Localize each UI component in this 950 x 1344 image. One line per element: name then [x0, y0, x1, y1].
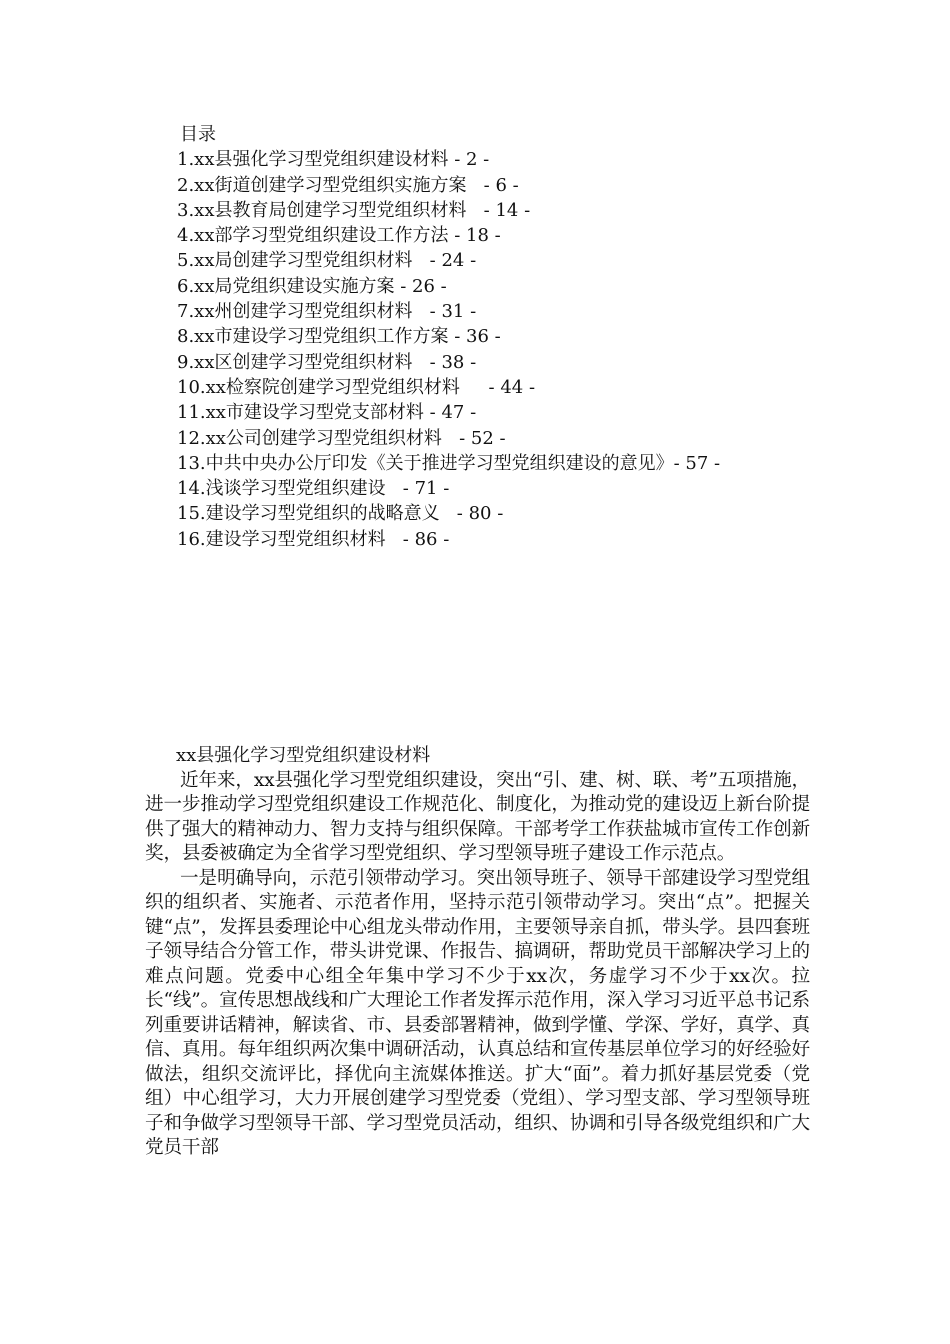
toc-item[interactable]: 14.浅谈学习型党组织建设 - 71 -: [177, 478, 450, 500]
toc-item[interactable]: 4.xx部学习型党组织建设工作方法 - 18 -: [177, 225, 501, 247]
toc-item[interactable]: 7.xx州创建学习型党组织材料 - 31 -: [177, 301, 477, 323]
article-title: xx县强化学习型党组织建设材料: [176, 745, 431, 766]
toc-item[interactable]: 8.xx市建设学习型党组织工作方案 - 36 -: [177, 326, 501, 348]
toc-item[interactable]: 13.中共中央办公厅印发《关于推进学习型党组织建设的意见》- 57 -: [177, 452, 721, 474]
toc-item[interactable]: 12.xx公司创建学习型党组织材料 - 52 -: [177, 427, 506, 449]
toc-item[interactable]: 9.xx区创建学习型党组织材料 - 38 -: [177, 351, 477, 373]
toc-item[interactable]: 3.xx县教育局创建学习型党组织材料 - 14 -: [177, 199, 531, 221]
toc-item[interactable]: 2.xx街道创建学习型党组织实施方案 - 6 -: [177, 174, 519, 196]
toc-item[interactable]: 5.xx局创建学习型党组织材料 - 24 -: [177, 250, 477, 272]
toc-item[interactable]: 10.xx检察院创建学习型党组织材料 - 44 -: [177, 376, 536, 398]
toc-item[interactable]: 15.建设学习型党组织的战略意义 - 80 -: [177, 503, 504, 525]
article: [145, 744, 810, 1161]
toc-item[interactable]: 11.xx市建设学习型党支部材料 - 47 -: [177, 402, 477, 424]
toc-title: 目录: [180, 124, 216, 145]
toc-item[interactable]: 1.xx县强化学习型党组织建设材料 - 2 -: [177, 149, 490, 171]
table-of-contents: [145, 122, 805, 552]
toc-item[interactable]: 16.建设学习型党组织材料 - 86 -: [177, 528, 450, 550]
article-paragraph: 近年来，xx县强化学习型党组织建设，突出“引、建、树、联、考”五项措施，进一步推动学习型党组织建设工作规范化、制度化，为推动党的建设迈上新台阶提供了强大的精神动力、智力支持与组织保障。干部考学工作获盐城市宣传工作创新奖，县委被确定为全省学习型党组织、学习型领导班子建设工作示范点。: [145, 769, 810, 864]
toc-item[interactable]: 6.xx局党组织建设实施方案 - 26 -: [177, 275, 447, 297]
article-paragraph: 一是明确导向，示范引领带动学习。突出领导班子、领导干部建设学习型党组织的组织者、实施者、示范者作用，坚持示范引领带动学习。突出“点”。把握关键“点”，发挥县委理论中心组龙头带动作用，主要领导亲自抓，带头学。县四套班子领导结合分管工作，带头讲党课、作报告、搞调研，帮助党员干部解决学习上的难点问题。党委中心组全年集中学习不少于xx次，务虚学习不少于xx次。拉长“线”。宣传思想战线和广大理论工作者发挥示范作用，深入学习习近平总书记系列重要讲话精神，解读省、市、县委部署精神，做到学懂、学深、学好，真学、真信、真用。每年组织两次集中调研活动，认真总结和宣传基层单位学习的好经验好做法，组织交流评比，择优向主流媒体推送。扩大“面”。着力抓好基层党委（党组）中心组学习，大力开展创建学习型党委（党组）、学习型支部、学习型领导班子和争做学习型领导干部、学习型党员活动，组织、协调和引导各级党组织和广大党员干部: [145, 867, 810, 1158]
